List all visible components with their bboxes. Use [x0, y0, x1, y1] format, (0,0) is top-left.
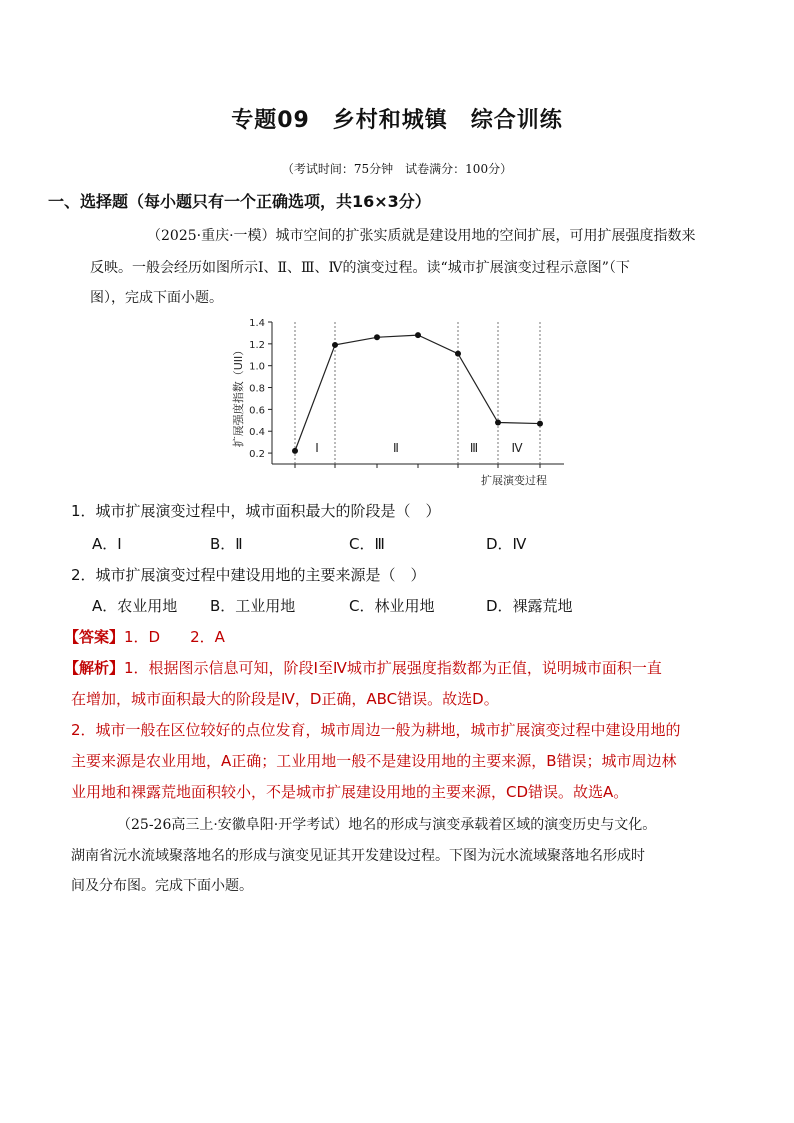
passage1-line3: 图），完成下面小题。: [90, 290, 223, 306]
page-title: 专题09 乡村和城镇 综合训练: [231, 108, 563, 133]
stage-label: Ⅱ: [393, 441, 399, 455]
exam-info: （考试时间：75分钟 试卷满分：100分）: [281, 162, 513, 176]
y-tick-label: 0.4: [249, 427, 265, 439]
q1-option-b[interactable]: B．Ⅱ: [210, 535, 243, 553]
passage2-line1: （25-26高三上·安徽阜阳·开学考试）地名的形成与演变承载着区域的演变历史与文化。: [117, 817, 657, 833]
y-tick-label: 1.4: [249, 318, 265, 329]
data-point: [537, 421, 543, 427]
passage2-line2: 湖南省沅水流域聚落地名的形成与演变见证其开发建设过程。下图为沅水流域聚落地名形成时: [71, 848, 645, 864]
chart-ylabel: 扩展强度指数（UII）: [232, 344, 245, 448]
y-tick-label: 1.0: [249, 361, 265, 373]
data-point: [495, 419, 501, 425]
stage-label: Ⅲ: [469, 441, 479, 455]
answer-line: [64, 626, 225, 647]
answer-label: 【答案】: [64, 628, 125, 646]
question-2-stem: 2．城市扩展演变过程中建设用地的主要来源是（ ）: [71, 566, 426, 584]
q2-option-b[interactable]: B．工业用地: [210, 597, 296, 615]
analysis-line1: [64, 657, 662, 678]
expansion-chart: [222, 314, 572, 490]
y-tick-label: 0.2: [249, 449, 265, 461]
data-point: [455, 351, 461, 357]
q1-option-c[interactable]: C．Ⅲ: [349, 535, 385, 553]
analysis-line3: 2．城市一般在区位较好的点位发育，城市周边一般为耕地，城市扩展演变过程中建设用地的: [71, 721, 681, 739]
passage2-line3: 间及分布图。完成下面小题。: [71, 878, 253, 894]
y-tick-label: 1.2: [249, 339, 265, 351]
y-tick-label: 0.8: [249, 383, 265, 395]
data-point: [374, 334, 380, 340]
series-line: [295, 335, 540, 451]
passage1-line1: （2025·重庆·一模）城市空间的扩张实质就是建设用地的空间扩展，可用扩展强度指数来: [147, 228, 696, 244]
stage-label: Ⅰ: [315, 441, 319, 455]
data-point: [415, 332, 421, 338]
y-tick-label: 0.6: [249, 405, 265, 417]
analysis-line5: 业用地和裸露荒地面积较小，不是城市扩展建设用地的主要来源，CD错误。故选A。: [71, 783, 629, 801]
q1-option-a[interactable]: A．Ⅰ: [92, 535, 122, 553]
section-heading: 一、选择题（每小题只有一个正确选项，共16×3分）: [48, 192, 431, 211]
question-1-stem: 1．城市扩展演变过程中，城市面积最大的阶段是（ ）: [71, 502, 441, 520]
analysis-text-1: 1．根据图示信息可知，阶段Ⅰ至Ⅳ城市扩展强度指数都为正值，说明城市面积一直: [124, 659, 662, 677]
data-point: [292, 448, 298, 454]
q2-option-c[interactable]: C．林业用地: [349, 597, 435, 615]
answer-text: 1．D 2．A: [124, 628, 225, 646]
analysis-line2: 在增加，城市面积最大的阶段是Ⅳ，D正确，ABC错误。故选D。: [71, 690, 499, 708]
passage1-line2: 反映。一般会经历如图所示Ⅰ、Ⅱ、Ⅲ、Ⅳ的演变过程。读“城市扩展演变过程示意图”（下: [90, 260, 630, 276]
data-point: [332, 342, 338, 348]
q2-option-d[interactable]: D．裸露荒地: [486, 597, 573, 615]
chart-xlabel: 扩展演变过程: [481, 474, 547, 487]
analysis-line4: 主要来源是农业用地，A正确；工业用地一般不是建设用地的主要来源，B错误；城市周边林: [71, 752, 677, 770]
q1-option-d[interactable]: D．Ⅳ: [486, 535, 527, 553]
stage-label: Ⅳ: [511, 441, 523, 455]
q2-option-a[interactable]: A．农业用地: [92, 597, 178, 615]
analysis-label: 【解析】: [64, 659, 125, 677]
